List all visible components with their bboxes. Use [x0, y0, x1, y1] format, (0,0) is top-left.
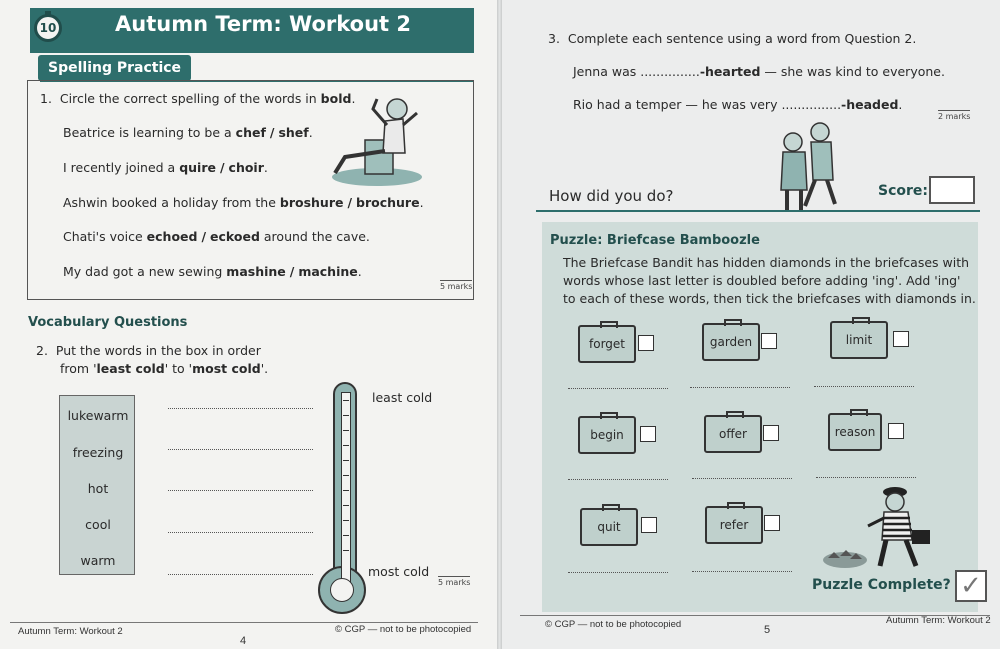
spelling-option[interactable]: chef: [235, 125, 266, 140]
answer-line[interactable]: [168, 408, 313, 409]
briefcase: begin: [578, 416, 636, 454]
word-item: hot: [87, 481, 109, 496]
spelling-option[interactable]: mashine: [226, 264, 286, 279]
answer-line[interactable]: [168, 449, 313, 450]
puzzle-text-line: words whose last letter is doubled before adding 'ing'. Add 'ing': [563, 273, 961, 288]
word-item: lukewarm: [67, 408, 129, 423]
answer-line[interactable]: [692, 571, 792, 572]
briefcase: reason: [828, 413, 882, 451]
book-spine: [497, 0, 502, 649]
thermometer-tick: [343, 445, 349, 446]
thermometer-tick: [343, 490, 349, 491]
answer-line[interactable]: [692, 478, 792, 479]
spelling-option[interactable]: echoed: [146, 229, 198, 244]
arm-shape: [868, 518, 884, 526]
briefcase: limit: [830, 321, 888, 359]
briefcase-tickbox[interactable]: [640, 426, 656, 442]
vocab-question-line2: from 'least cold' to 'most cold'.: [60, 361, 269, 376]
puzzle-text-line: The Briefcase Bandit has hidden diamonds in the briefcases with: [563, 255, 970, 270]
puzzle-text-line: to each of these words, then tick the briefcases with diamonds in.: [563, 291, 976, 306]
briefcase-tickbox[interactable]: [638, 335, 654, 351]
spelling-marks: 5 marks: [440, 282, 473, 291]
footer-right-text: © CGP — not to be photocopied: [335, 624, 472, 635]
word-item: warm: [80, 553, 116, 568]
least-cold-label: least cold: [372, 390, 433, 405]
puzzle-complete-label: Puzzle Complete?: [812, 577, 951, 593]
answer-line[interactable]: [168, 574, 313, 575]
thermometer-tick: [343, 460, 349, 461]
spelling-option[interactable]: choir: [228, 160, 264, 175]
answer-line[interactable]: [816, 477, 916, 478]
q3-sentence-2: Rio had a temper — he was very ...............-headed.: [573, 97, 903, 112]
head-shape: [886, 493, 904, 511]
spelling-question: 1. Circle the correct spelling of the words in bold.: [40, 91, 356, 106]
briefcase-tickbox[interactable]: [893, 331, 909, 347]
briefcase-tickbox[interactable]: [888, 423, 904, 439]
spelling-option[interactable]: machine: [298, 264, 358, 279]
blank-field[interactable]: ...............: [781, 97, 842, 112]
vocab-heading: Vocabulary Questions: [28, 315, 188, 330]
q3-instruction: 3. Complete each sentence using a word from Question 2.: [548, 31, 917, 46]
word-box: [59, 395, 135, 575]
answer-line[interactable]: [168, 490, 313, 491]
spelling-option[interactable]: broshure: [279, 195, 344, 210]
thermometer-tick: [343, 550, 349, 551]
man-in-chair-illustration: [325, 95, 425, 190]
spelling-option[interactable]: eckoed: [210, 229, 260, 244]
spelling-sentence: My dad got a new sewing mashine / machine.: [63, 264, 362, 279]
thermometer-tick: [343, 430, 349, 431]
thermometer-tick: [343, 475, 349, 476]
answer-line[interactable]: [690, 387, 790, 388]
most-cold-label: most cold: [368, 564, 430, 579]
answer-line[interactable]: [814, 386, 914, 387]
head-shape: [387, 99, 407, 119]
footer-rule: [10, 622, 478, 623]
briefcase: offer: [704, 415, 762, 453]
briefcase-bandit-illustration: [820, 482, 940, 572]
spelling-sentence: I recently joined a quire / choir.: [63, 160, 268, 175]
head-shape: [784, 133, 802, 151]
spelling-heading: Spelling Practice: [38, 55, 191, 81]
briefcase-tickbox[interactable]: [761, 333, 777, 349]
answer-line[interactable]: [568, 572, 668, 573]
legs-shape: [880, 540, 916, 566]
arm-shape: [373, 99, 387, 125]
spelling-sentence: Beatrice is learning to be a chef / shef.: [63, 125, 313, 140]
spelling-option[interactable]: quire: [179, 160, 216, 175]
briefcase: forget: [578, 325, 636, 363]
stopwatch-badge-icon: 10: [34, 14, 62, 42]
spelling-option[interactable]: shef: [278, 125, 309, 140]
thermometer-bulb-inner: [330, 578, 354, 602]
footer-left-text: © CGP — not to be photocopied: [545, 619, 682, 630]
thermometer-tick: [343, 415, 349, 416]
bag-shape: [912, 530, 930, 544]
score-box[interactable]: [929, 176, 975, 204]
briefcase-tickbox[interactable]: [764, 515, 780, 531]
thermometer-tick: [343, 535, 349, 536]
page-number: 4: [240, 635, 247, 647]
briefcase-tickbox[interactable]: [763, 425, 779, 441]
puzzle-title: Puzzle: Briefcase Bamboozle: [550, 233, 760, 248]
answer-line[interactable]: [168, 532, 313, 533]
answer-line[interactable]: [568, 479, 668, 480]
q3-sentence-1: Jenna was ...............-hearted — she was kind to everyone.: [573, 64, 945, 79]
score-label: Score:: [878, 183, 928, 199]
briefcase: refer: [705, 506, 763, 544]
answer-line[interactable]: [568, 388, 668, 389]
blank-field[interactable]: ...............: [640, 64, 700, 79]
briefcase: garden: [702, 323, 760, 361]
how-did-you-do-label: How did you do?: [549, 187, 674, 205]
footer-right-text: Autumn Term: Workout 2: [886, 615, 991, 626]
spelling-sentence: Ashwin booked a holiday from the broshure / brochure.: [63, 195, 424, 210]
thermometer-tick: [343, 400, 349, 401]
vocab-marks: 5 marks: [438, 578, 471, 587]
briefcase-tickbox[interactable]: [641, 517, 657, 533]
word-item: freezing: [72, 445, 124, 460]
briefcase: quit: [580, 508, 638, 546]
footer-left-text: Autumn Term: Workout 2: [18, 626, 123, 637]
word-item: cool: [85, 517, 111, 532]
spelling-option[interactable]: brochure: [356, 195, 420, 210]
q3-marks: 2 marks: [938, 112, 971, 121]
head-shape: [811, 123, 829, 141]
spelling-sentence: Chati's voice echoed / eckoed around the cave.: [63, 229, 370, 244]
page-title: Autumn Term: Workout 2: [115, 12, 411, 36]
puzzle-complete-checkbox[interactable]: ✓: [955, 570, 987, 602]
thermometer-tick: [343, 505, 349, 506]
page-number: 5: [764, 624, 771, 636]
thermometer-tick: [343, 520, 349, 521]
vocab-question-line1: 2. Put the words in the box in order: [36, 343, 261, 358]
